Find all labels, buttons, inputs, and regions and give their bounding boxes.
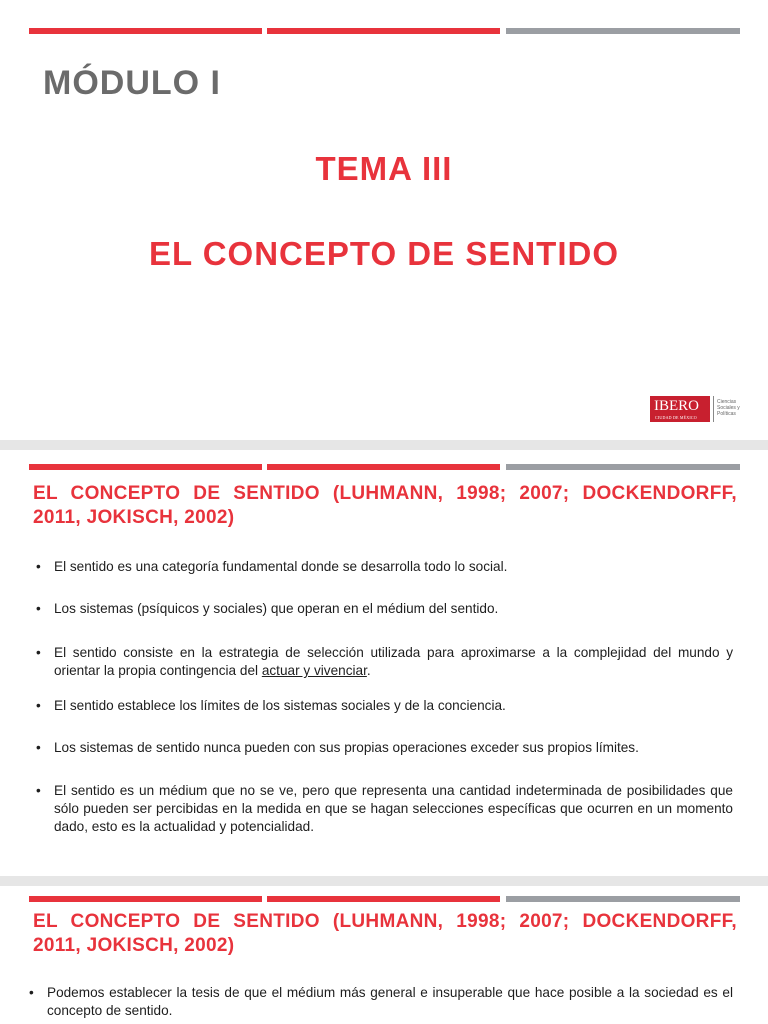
logo-subtitle: CIUDAD DE MÉXICO — [655, 415, 697, 420]
list-item — [36, 644, 733, 680]
bullet-icon: • — [36, 698, 41, 713]
list-item-text: El sentido es una categoría fundamental donde se desarrolla todo lo social. — [54, 559, 508, 574]
slide-heading: EL CONCEPTO DE SENTIDO (LUHMANN, 1998; 2007; DOCKENDORFF, 2011, JOKISCH, 2002) — [33, 911, 737, 956]
gray-bar-right — [506, 464, 740, 470]
list-item — [29, 984, 733, 1020]
red-bar-left — [29, 896, 262, 902]
underlined-text: actuar y vivenciar — [261, 663, 367, 678]
content-slide-2 — [0, 886, 768, 1024]
bullet-icon: • — [36, 740, 41, 755]
slide-heading: EL CONCEPTO DE SENTIDO (LUHMANN, 1998; 2007; DOCKENDORFF, 2011, JOKISCH, 2002) — [33, 483, 737, 528]
slide-separator — [0, 440, 768, 450]
list-item-text: El sentido consiste en la estrategia de selección utilizada para aproximarse a la complejidad del mundo y orientar la propia contingencia del — [54, 645, 733, 678]
content-slide-1 — [0, 450, 768, 880]
list-item — [36, 558, 733, 576]
list-item — [36, 782, 733, 836]
list-item-text: Los sistemas de sentido nunca pueden con sus propias operaciones exceder sus propios límites. — [54, 740, 639, 755]
module-title: MÓDULO I — [43, 64, 221, 102]
red-bar-middle — [267, 28, 500, 34]
top-bars — [29, 28, 740, 34]
list-item-text: El sentido es un médium que no se ve, pero que representa una cantidad indeterminada de posibilidades que sólo pueden ser percibidas en la medida en que se hagan selecciones específicas que ocurren en un momento dado, esto es la actualidad y potencialidad. — [54, 783, 733, 834]
slide-title: EL CONCEPTO DE SENTIDO — [148, 235, 619, 272]
logo-department: Ciencias Sociales y Políticas — [713, 396, 755, 422]
logo-brand: IBERO — [654, 398, 699, 414]
ibero-logo — [650, 396, 755, 422]
topic-title: TEMA III — [315, 150, 453, 187]
bullet-icon: • — [36, 601, 41, 616]
list-item-text-end: . — [366, 663, 371, 678]
title-slide — [0, 0, 768, 440]
bullet-icon: • — [36, 645, 41, 660]
red-bar-left — [29, 28, 262, 34]
list-item — [36, 697, 733, 715]
slide-separator — [0, 876, 768, 886]
list-item — [36, 739, 733, 757]
red-bar-left — [29, 464, 262, 470]
gray-bar-right — [506, 896, 740, 902]
list-item-text: Podemos establecer la tesis de que el médium más general e insuperable que hace posible a la sociedad es el concepto de sentido. — [47, 985, 733, 1018]
red-bar-middle — [267, 896, 500, 902]
list-item-text: El sentido establece los límites de los sistemas sociales y de la conciencia. — [54, 698, 506, 713]
bullet-icon: • — [36, 559, 41, 574]
red-bar-middle — [267, 464, 500, 470]
bullet-icon: • — [36, 783, 41, 798]
list-item-text: Los sistemas (psíquicos y sociales) que operan en el médium del sentido. — [54, 601, 499, 616]
top-bars — [29, 896, 740, 902]
logo-brand-box — [650, 396, 710, 422]
gray-bar-right — [506, 28, 740, 34]
list-item — [36, 600, 733, 618]
top-bars — [29, 464, 740, 470]
bullet-icon: • — [29, 985, 34, 1000]
